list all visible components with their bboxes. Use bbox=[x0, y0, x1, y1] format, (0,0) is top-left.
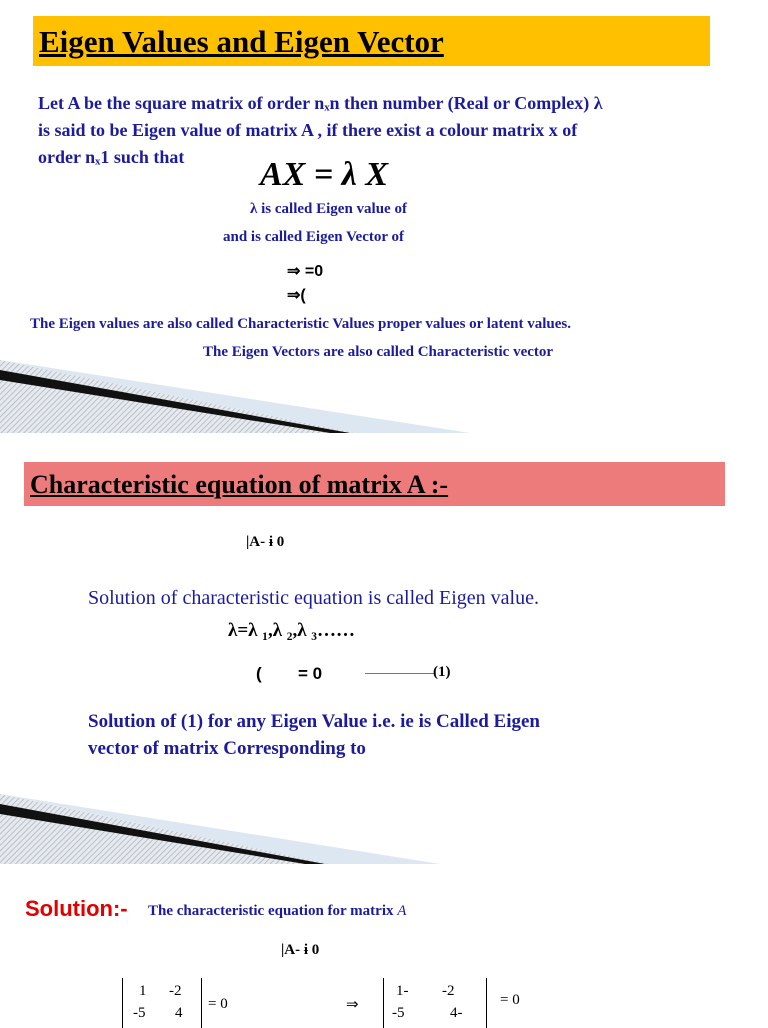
solution-1-line-1: Solution of (1) for any Eigen Value i.e. ie is Called Eigen bbox=[88, 711, 540, 732]
note-eigen-values: The Eigen values are also called Characteristic Values proper values or latent values. bbox=[30, 316, 571, 332]
equation-1-label: (1) bbox=[433, 664, 451, 680]
det1-cell-r1c1: 1 bbox=[139, 983, 147, 999]
solution-label: Solution:- bbox=[25, 896, 128, 921]
equation-1-rhs: = 0 bbox=[298, 664, 323, 683]
determinant-2 bbox=[383, 978, 487, 1028]
intro-line-3: order nₓ1 such that bbox=[38, 147, 185, 167]
eigen-vector-caption: and is called Eigen Vector of bbox=[223, 229, 404, 245]
characteristic-title-banner bbox=[24, 462, 725, 506]
characteristic-equation-repeat: |A- ɨ 0 bbox=[281, 942, 320, 958]
equation-1-left: ( bbox=[256, 664, 262, 683]
det2-equals-zero: = 0 bbox=[500, 992, 520, 1008]
page-title: Eigen Values and Eigen Vector bbox=[39, 24, 444, 59]
det2-cell-r2c2: 4- bbox=[450, 1005, 463, 1021]
lambda-list: λ=λ ₁,λ ₂,λ ₃…… bbox=[228, 620, 355, 641]
det1-cell-r1c2: -2 bbox=[169, 983, 182, 999]
matrix-variable: A bbox=[397, 903, 407, 919]
det2-cell-r1c2: -2 bbox=[442, 983, 455, 999]
characteristic-title: Characteristic equation of matrix A :- bbox=[30, 470, 449, 499]
note-eigen-vectors: The Eigen Vectors are also called Characteristic vector bbox=[203, 344, 554, 360]
equation-arrow-line bbox=[365, 673, 435, 674]
intro-line-1: Let A be the square matrix of order nₓn then number (Real or Complex) λ bbox=[38, 93, 603, 113]
intro-line-2: is said to be Eigen value of matrix A , if there exist a colour matrix x of bbox=[38, 120, 578, 140]
det1-equals-zero: = 0 bbox=[208, 996, 228, 1012]
implies-line-2: ⇒( bbox=[287, 287, 306, 304]
slide-separator-graphic bbox=[0, 360, 470, 435]
determinant-1 bbox=[122, 978, 202, 1028]
det1-cell-r2c2: 4 bbox=[175, 1005, 183, 1021]
implies-arrow: ⇒ bbox=[346, 996, 359, 1013]
det1-cell-r2c1: -5 bbox=[133, 1005, 146, 1021]
section-title-banner bbox=[33, 16, 710, 66]
eigen-value-caption: λ is called Eigen value of bbox=[250, 201, 407, 217]
eigen-equation: AX = λ X bbox=[260, 156, 388, 193]
slide-separator-graphic-2 bbox=[0, 794, 440, 866]
solution-eigen-value-text: Solution of characteristic equation is called Eigen value. bbox=[88, 587, 539, 609]
solution-1-line-2: vector of matrix Corresponding to bbox=[88, 738, 366, 759]
characteristic-equation: |A- ɨ 0 bbox=[246, 534, 285, 550]
det2-cell-r1c1: 1- bbox=[396, 983, 409, 999]
solution-description-text: The characteristic equation for matrix bbox=[148, 903, 394, 919]
det2-cell-r2c1: -5 bbox=[392, 1005, 405, 1021]
implies-line-1: ⇒ =0 bbox=[287, 263, 324, 280]
solution-description bbox=[148, 903, 406, 920]
